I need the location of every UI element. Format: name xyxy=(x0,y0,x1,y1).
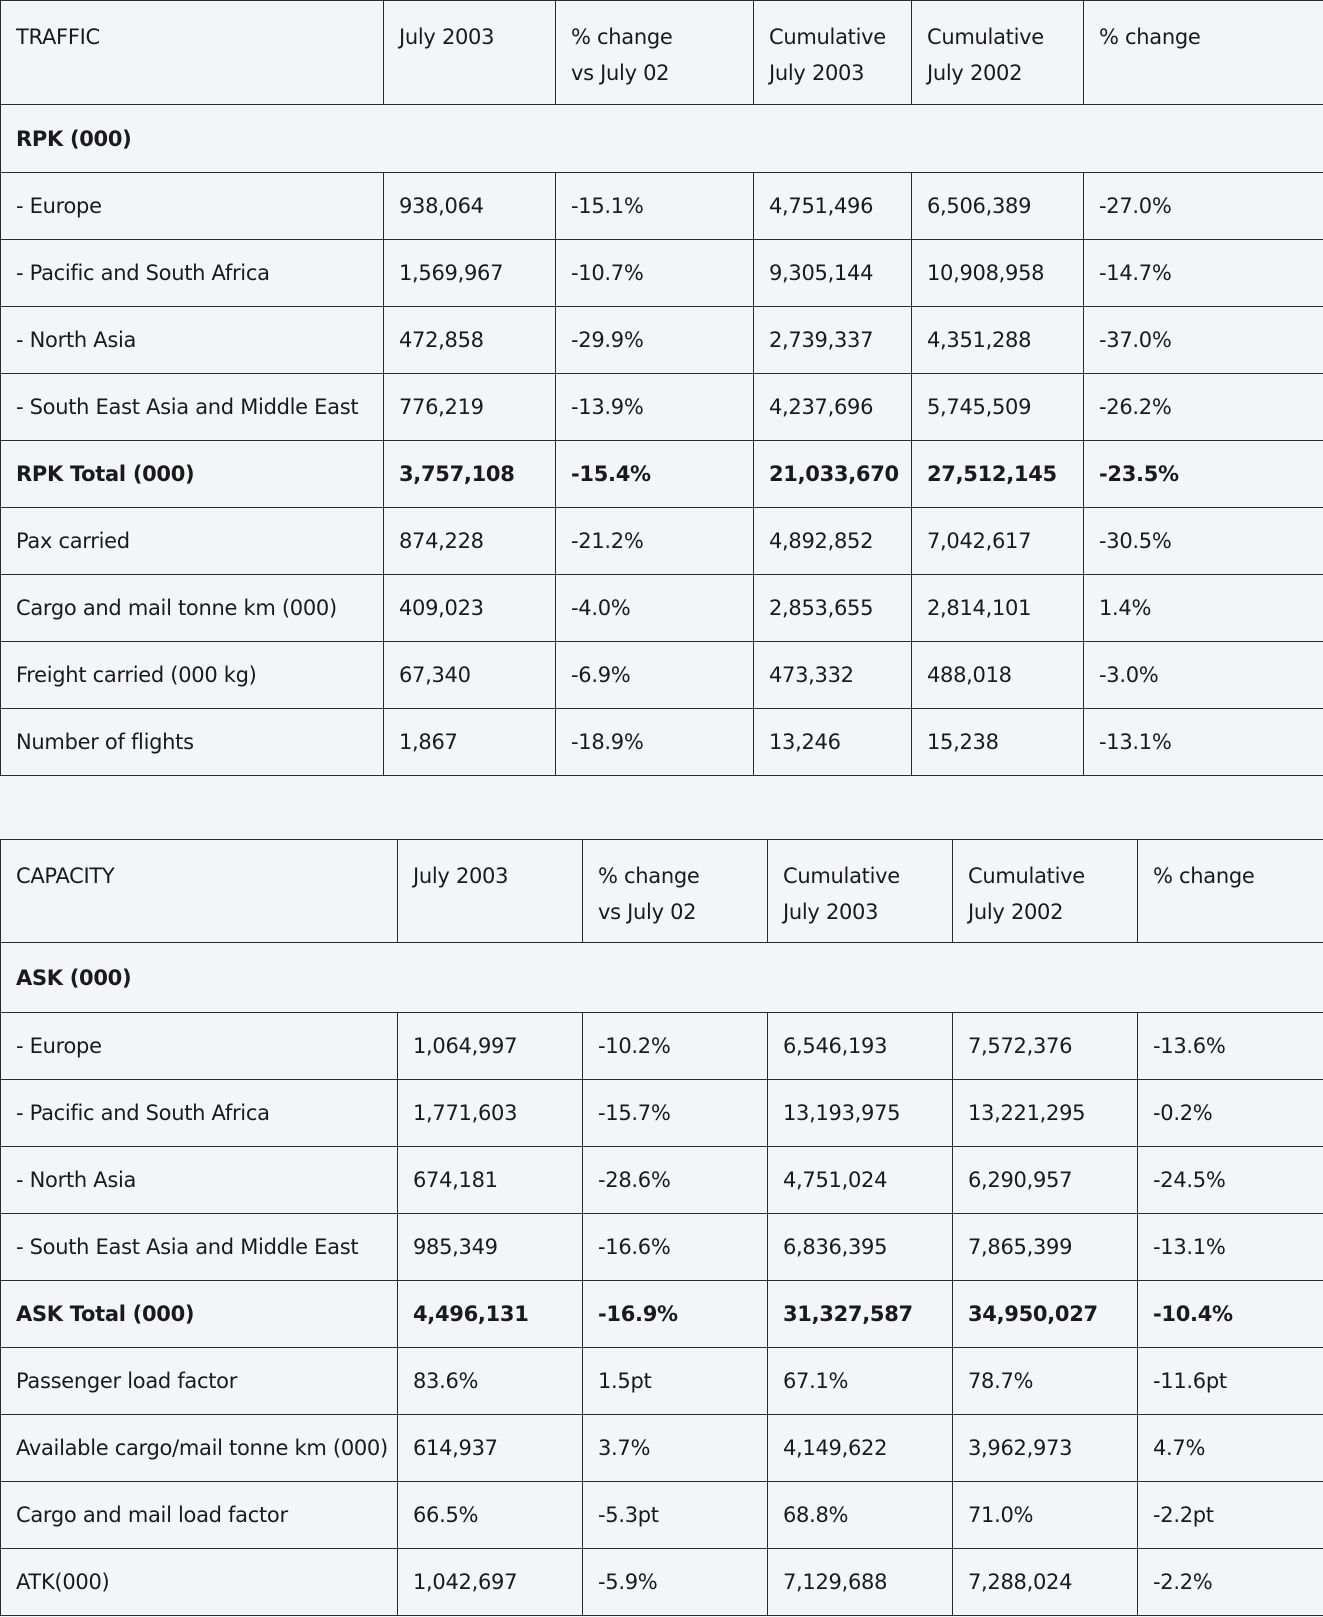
row-value: -16.6% xyxy=(583,1214,768,1281)
row-value: -14.7% xyxy=(1084,240,1323,307)
row-label: Cargo and mail load factor xyxy=(1,1482,398,1549)
row-value: 409,023 xyxy=(384,575,556,642)
capacity-header-line: vs July 02 xyxy=(598,900,697,924)
table-row xyxy=(1,173,1323,240)
row-label: - Pacific and South Africa xyxy=(1,1080,398,1147)
row-value: -6.9% xyxy=(556,642,754,709)
row-label: - Europe xyxy=(1,1013,398,1080)
row-value: 2,814,101 xyxy=(912,575,1084,642)
traffic-table xyxy=(0,0,1323,776)
row-value: 473,332 xyxy=(754,642,912,709)
row-label: Passenger load factor xyxy=(1,1348,398,1415)
row-value: -15.1% xyxy=(556,173,754,240)
row-value: -24.5% xyxy=(1138,1147,1323,1214)
row-value: 1,771,603 xyxy=(398,1080,583,1147)
row-value: 13,193,975 xyxy=(768,1080,953,1147)
table-row xyxy=(1,1080,1323,1147)
row-label: ASK Total (000) xyxy=(1,1281,398,1348)
traffic-header-line: % change xyxy=(571,25,673,49)
row-label: - North Asia xyxy=(1,307,384,374)
row-value: 3,757,108 xyxy=(384,441,556,508)
row-value: -10.7% xyxy=(556,240,754,307)
table-row xyxy=(1,642,1323,709)
row-value: 67.1% xyxy=(768,1348,953,1415)
traffic-header-line: July 2003 xyxy=(769,61,865,85)
traffic-header-cell xyxy=(754,1,912,105)
row-value: -16.9% xyxy=(583,1281,768,1348)
row-value: -13.6% xyxy=(1138,1013,1323,1080)
traffic-header-cell: July 2003 xyxy=(384,1,556,105)
table-row xyxy=(1,1415,1323,1482)
row-value: -30.5% xyxy=(1084,508,1323,575)
capacity-header-row xyxy=(1,840,1323,943)
row-value: 68.8% xyxy=(768,1482,953,1549)
row-value: 4,496,131 xyxy=(398,1281,583,1348)
row-value: 71.0% xyxy=(953,1482,1138,1549)
row-value: -15.7% xyxy=(583,1080,768,1147)
row-value: -21.2% xyxy=(556,508,754,575)
row-value: 7,042,617 xyxy=(912,508,1084,575)
table-row xyxy=(1,709,1323,776)
table-row xyxy=(1,575,1323,642)
row-value: -27.0% xyxy=(1084,173,1323,240)
row-value: 2,739,337 xyxy=(754,307,912,374)
row-value: -29.9% xyxy=(556,307,754,374)
row-value: 776,219 xyxy=(384,374,556,441)
traffic-header-cell: TRAFFIC xyxy=(1,1,384,105)
capacity-header-cell xyxy=(583,840,768,943)
row-value: -13.1% xyxy=(1084,709,1323,776)
row-value: 5,745,509 xyxy=(912,374,1084,441)
row-value: 7,288,024 xyxy=(953,1549,1138,1616)
table-row xyxy=(1,240,1323,307)
row-label: - South East Asia and Middle East xyxy=(1,374,384,441)
traffic-header-line: Cumulative xyxy=(927,25,1044,49)
row-value: 1.4% xyxy=(1084,575,1323,642)
row-label: Cargo and mail tonne km (000) xyxy=(1,575,384,642)
row-value: 31,327,587 xyxy=(768,1281,953,1348)
row-label: Pax carried xyxy=(1,508,384,575)
row-value: 9,305,144 xyxy=(754,240,912,307)
row-value: -10.2% xyxy=(583,1013,768,1080)
table-row xyxy=(1,1348,1323,1415)
row-value: 4.7% xyxy=(1138,1415,1323,1482)
row-value: -10.4% xyxy=(1138,1281,1323,1348)
table-row xyxy=(1,1549,1323,1616)
row-label: RPK Total (000) xyxy=(1,441,384,508)
row-label: - North Asia xyxy=(1,1147,398,1214)
row-value: -3.0% xyxy=(1084,642,1323,709)
capacity-table-body xyxy=(1,840,1323,1616)
row-value: 78.7% xyxy=(953,1348,1138,1415)
row-value: -26.2% xyxy=(1084,374,1323,441)
row-value: 2,853,655 xyxy=(754,575,912,642)
row-value: 67,340 xyxy=(384,642,556,709)
capacity-header-cell xyxy=(953,840,1138,943)
capacity-header-cell: CAPACITY xyxy=(1,840,398,943)
row-value: 4,149,622 xyxy=(768,1415,953,1482)
table-row xyxy=(1,1482,1323,1549)
row-value: 6,546,193 xyxy=(768,1013,953,1080)
row-value: 6,506,389 xyxy=(912,173,1084,240)
row-value: -4.0% xyxy=(556,575,754,642)
row-value: 1,064,997 xyxy=(398,1013,583,1080)
row-value: -5.9% xyxy=(583,1549,768,1616)
capacity-header-line: July 2002 xyxy=(968,900,1064,924)
row-value: -15.4% xyxy=(556,441,754,508)
row-value: 4,351,288 xyxy=(912,307,1084,374)
row-value: 674,181 xyxy=(398,1147,583,1214)
capacity-header-line: July 2003 xyxy=(783,900,879,924)
table-row xyxy=(1,441,1323,508)
row-value: -2.2% xyxy=(1138,1549,1323,1616)
traffic-section-title: RPK (000) xyxy=(1,105,1323,173)
row-value: 4,751,496 xyxy=(754,173,912,240)
row-value: 3,962,973 xyxy=(953,1415,1138,1482)
capacity-header-cell: July 2003 xyxy=(398,840,583,943)
row-value: -11.6pt xyxy=(1138,1348,1323,1415)
row-value: 7,865,399 xyxy=(953,1214,1138,1281)
capacity-header-cell xyxy=(768,840,953,943)
capacity-table xyxy=(0,839,1323,1616)
capacity-header-line: Cumulative xyxy=(968,864,1085,888)
traffic-header-cell xyxy=(556,1,754,105)
row-value: 34,950,027 xyxy=(953,1281,1138,1348)
capacity-header-line: Cumulative xyxy=(783,864,900,888)
row-label: Freight carried (000 kg) xyxy=(1,642,384,709)
row-value: -28.6% xyxy=(583,1147,768,1214)
traffic-header-cell: % change xyxy=(1084,1,1323,105)
row-value: -2.2pt xyxy=(1138,1482,1323,1549)
row-label: - Pacific and South Africa xyxy=(1,240,384,307)
row-value: 7,572,376 xyxy=(953,1013,1138,1080)
row-value: 985,349 xyxy=(398,1214,583,1281)
row-value: 83.6% xyxy=(398,1348,583,1415)
table-row xyxy=(1,1281,1323,1348)
row-value: 3.7% xyxy=(583,1415,768,1482)
row-value: 472,858 xyxy=(384,307,556,374)
row-value: 1.5pt xyxy=(583,1348,768,1415)
row-value: 1,042,697 xyxy=(398,1549,583,1616)
capacity-header-cell: % change xyxy=(1138,840,1323,943)
table-row xyxy=(1,307,1323,374)
table-row xyxy=(1,508,1323,575)
row-label: ATK(000) xyxy=(1,1549,398,1616)
row-label: Available cargo/mail tonne km (000) xyxy=(1,1415,398,1482)
row-value: -13.9% xyxy=(556,374,754,441)
row-value: -0.2% xyxy=(1138,1080,1323,1147)
traffic-header-row xyxy=(1,1,1323,105)
table-row xyxy=(1,1214,1323,1281)
traffic-header-line: vs July 02 xyxy=(571,61,670,85)
traffic-section-row xyxy=(1,105,1323,173)
row-label: - South East Asia and Middle East xyxy=(1,1214,398,1281)
traffic-header-line: July 2002 xyxy=(927,61,1023,85)
row-value: 614,937 xyxy=(398,1415,583,1482)
row-value: 4,751,024 xyxy=(768,1147,953,1214)
row-value: 1,867 xyxy=(384,709,556,776)
row-value: 1,569,967 xyxy=(384,240,556,307)
row-value: 6,836,395 xyxy=(768,1214,953,1281)
row-value: 4,892,852 xyxy=(754,508,912,575)
row-value: 10,908,958 xyxy=(912,240,1084,307)
row-value: 15,238 xyxy=(912,709,1084,776)
row-value: -13.1% xyxy=(1138,1214,1323,1281)
row-value: 13,221,295 xyxy=(953,1080,1138,1147)
row-value: 874,228 xyxy=(384,508,556,575)
row-value: 938,064 xyxy=(384,173,556,240)
row-value: -18.9% xyxy=(556,709,754,776)
table-row xyxy=(1,1013,1323,1080)
row-value: 13,246 xyxy=(754,709,912,776)
traffic-header-cell xyxy=(912,1,1084,105)
row-value: 27,512,145 xyxy=(912,441,1084,508)
row-value: -37.0% xyxy=(1084,307,1323,374)
row-label: - Europe xyxy=(1,173,384,240)
row-value: -23.5% xyxy=(1084,441,1323,508)
traffic-header-line: Cumulative xyxy=(769,25,886,49)
capacity-section-row xyxy=(1,943,1323,1013)
table-row xyxy=(1,374,1323,441)
capacity-section-title: ASK (000) xyxy=(1,943,1323,1013)
row-value: 4,237,696 xyxy=(754,374,912,441)
traffic-table-body xyxy=(1,1,1323,776)
row-value: 21,033,670 xyxy=(754,441,912,508)
capacity-header-line: % change xyxy=(598,864,700,888)
row-value: -5.3pt xyxy=(583,1482,768,1549)
row-value: 7,129,688 xyxy=(768,1549,953,1616)
row-label: Number of flights xyxy=(1,709,384,776)
row-value: 488,018 xyxy=(912,642,1084,709)
row-value: 66.5% xyxy=(398,1482,583,1549)
table-row xyxy=(1,1147,1323,1214)
row-value: 6,290,957 xyxy=(953,1147,1138,1214)
